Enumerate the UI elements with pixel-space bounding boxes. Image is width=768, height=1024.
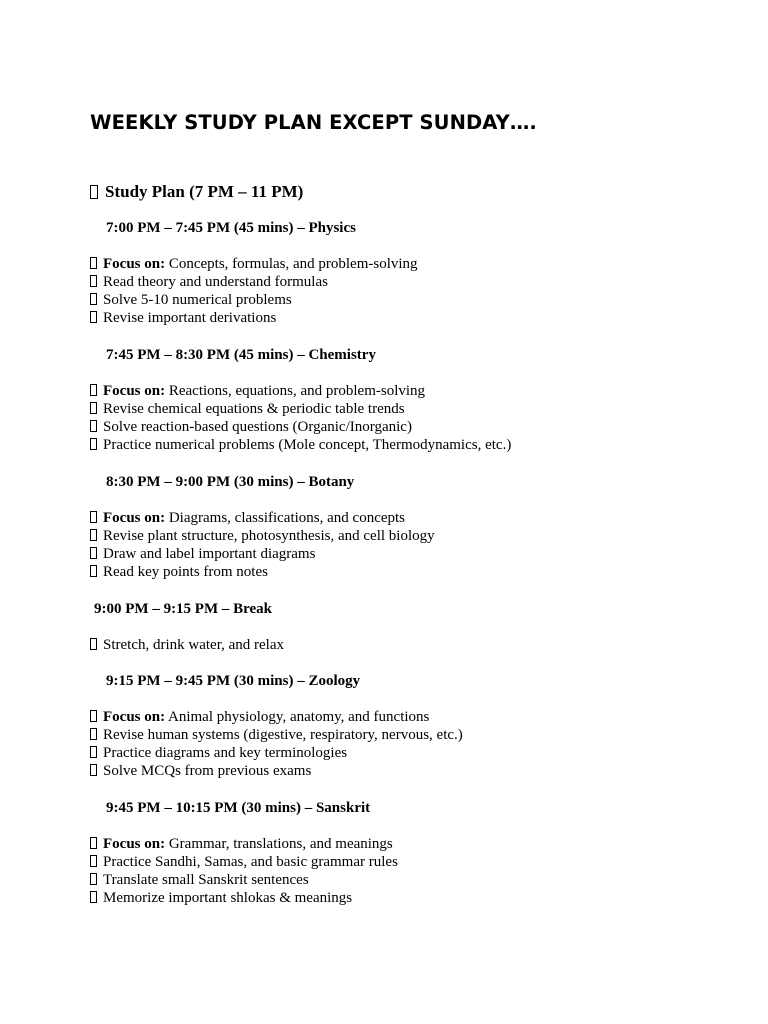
list-item xyxy=(90,726,710,744)
list-item-text: Revise human systems (digestive, respiratory, nervous, etc.) xyxy=(103,727,463,743)
time-slot-heading: 7:00 PM – 7:45 PM (45 mins) – Physics xyxy=(106,220,356,236)
list-item xyxy=(90,871,710,889)
missing-glyph-icon xyxy=(90,402,97,414)
focus-item xyxy=(90,835,710,853)
task-list xyxy=(90,636,710,654)
task-list xyxy=(90,382,710,454)
missing-glyph-icon xyxy=(90,710,97,722)
focus-item xyxy=(90,255,710,273)
section-break xyxy=(90,600,710,654)
missing-glyph-icon xyxy=(90,746,97,758)
focus-text: Grammar, translations, and meanings xyxy=(165,836,393,852)
study-plan-heading xyxy=(90,181,303,203)
list-item xyxy=(90,436,710,454)
missing-glyph-icon xyxy=(90,257,97,269)
focus-label: Focus on: xyxy=(103,510,166,526)
list-item xyxy=(90,563,710,581)
task-list xyxy=(90,835,710,907)
task-list xyxy=(90,708,710,780)
focus-label: Focus on: xyxy=(103,256,166,272)
list-item-text: Read key points from notes xyxy=(103,564,268,580)
missing-glyph-icon xyxy=(90,638,97,650)
focus-item xyxy=(90,382,710,400)
missing-glyph-icon xyxy=(90,728,97,740)
missing-glyph-icon xyxy=(90,438,97,450)
list-item xyxy=(90,291,710,309)
missing-glyph-icon xyxy=(90,764,97,776)
section-sanskrit xyxy=(90,799,710,907)
list-item-text: Memorize important shlokas & meanings xyxy=(103,890,353,906)
missing-glyph-icon xyxy=(90,185,98,199)
missing-glyph-icon xyxy=(90,547,97,559)
missing-glyph-icon xyxy=(90,384,97,396)
missing-glyph-icon xyxy=(90,511,97,523)
list-item xyxy=(90,527,710,545)
focus-text: Reactions, equations, and problem-solving xyxy=(165,383,426,399)
list-item xyxy=(90,853,710,871)
missing-glyph-icon xyxy=(90,293,97,305)
list-item-text: Practice numerical problems (Mole concept, Thermodynamics, etc.) xyxy=(103,437,512,453)
list-item xyxy=(90,418,710,436)
time-slot-heading: 9:00 PM – 9:15 PM – Break xyxy=(94,601,273,617)
list-item xyxy=(90,636,710,654)
missing-glyph-icon xyxy=(90,275,97,287)
time-slot-heading: 9:15 PM – 9:45 PM (30 mins) – Zoology xyxy=(106,673,361,689)
list-item xyxy=(90,545,710,563)
section-chemistry xyxy=(90,346,710,454)
section-physics xyxy=(90,219,710,327)
time-slot-heading: 9:45 PM – 10:15 PM (30 mins) – Sanskrit xyxy=(106,800,371,816)
study-plan-heading-text: Study Plan (7 PM – 11 PM) xyxy=(105,182,304,201)
missing-glyph-icon xyxy=(90,565,97,577)
list-item-text: Read theory and understand formulas xyxy=(103,274,328,290)
list-item xyxy=(90,273,710,291)
list-item-text: Practice Sandhi, Samas, and basic grammar rules xyxy=(103,854,398,870)
list-item-text: Revise chemical equations & periodic table trends xyxy=(103,401,405,417)
missing-glyph-icon xyxy=(90,855,97,867)
missing-glyph-icon xyxy=(90,420,97,432)
list-item-text: Practice diagrams and key terminologies xyxy=(103,745,348,761)
focus-item xyxy=(90,509,710,527)
focus-label: Focus on: xyxy=(103,383,166,399)
task-list xyxy=(90,509,710,581)
focus-label: Focus on: xyxy=(103,836,166,852)
missing-glyph-icon xyxy=(90,891,97,903)
time-slot-heading: 7:45 PM – 8:30 PM (45 mins) – Chemistry xyxy=(106,347,376,363)
focus-item xyxy=(90,708,710,726)
section-zoology xyxy=(90,672,710,780)
time-slot-heading: 8:30 PM – 9:00 PM (30 mins) – Botany xyxy=(106,474,355,490)
list-item-text: Stretch, drink water, and relax xyxy=(103,637,284,653)
list-item xyxy=(90,309,710,327)
page-title: WEEKLY STUDY PLAN EXCEPT SUNDAY…. xyxy=(90,111,537,134)
list-item xyxy=(90,744,710,762)
section-botany xyxy=(90,473,710,581)
list-item-text: Draw and label important diagrams xyxy=(103,546,316,562)
list-item-text: Solve 5-10 numerical problems xyxy=(103,292,292,308)
missing-glyph-icon xyxy=(90,311,97,323)
missing-glyph-icon xyxy=(90,837,97,849)
focus-text: Concepts, formulas, and problem-solving xyxy=(165,256,418,272)
list-item-text: Solve MCQs from previous exams xyxy=(103,763,312,779)
list-item-text: Revise plant structure, photosynthesis, and cell biology xyxy=(103,528,435,544)
missing-glyph-icon xyxy=(90,873,97,885)
task-list xyxy=(90,255,710,327)
list-item-text: Revise important derivations xyxy=(103,310,277,326)
list-item xyxy=(90,762,710,780)
focus-text: Diagrams, classifications, and concepts xyxy=(165,510,406,526)
list-item-text: Solve reaction-based questions (Organic/Inorganic) xyxy=(103,419,412,435)
list-item xyxy=(90,400,710,418)
missing-glyph-icon xyxy=(90,529,97,541)
list-item-text: Translate small Sanskrit sentences xyxy=(103,872,309,888)
focus-label: Focus on: xyxy=(103,709,166,725)
list-item xyxy=(90,889,710,907)
focus-text: Animal physiology, anatomy, and functions xyxy=(165,709,430,725)
